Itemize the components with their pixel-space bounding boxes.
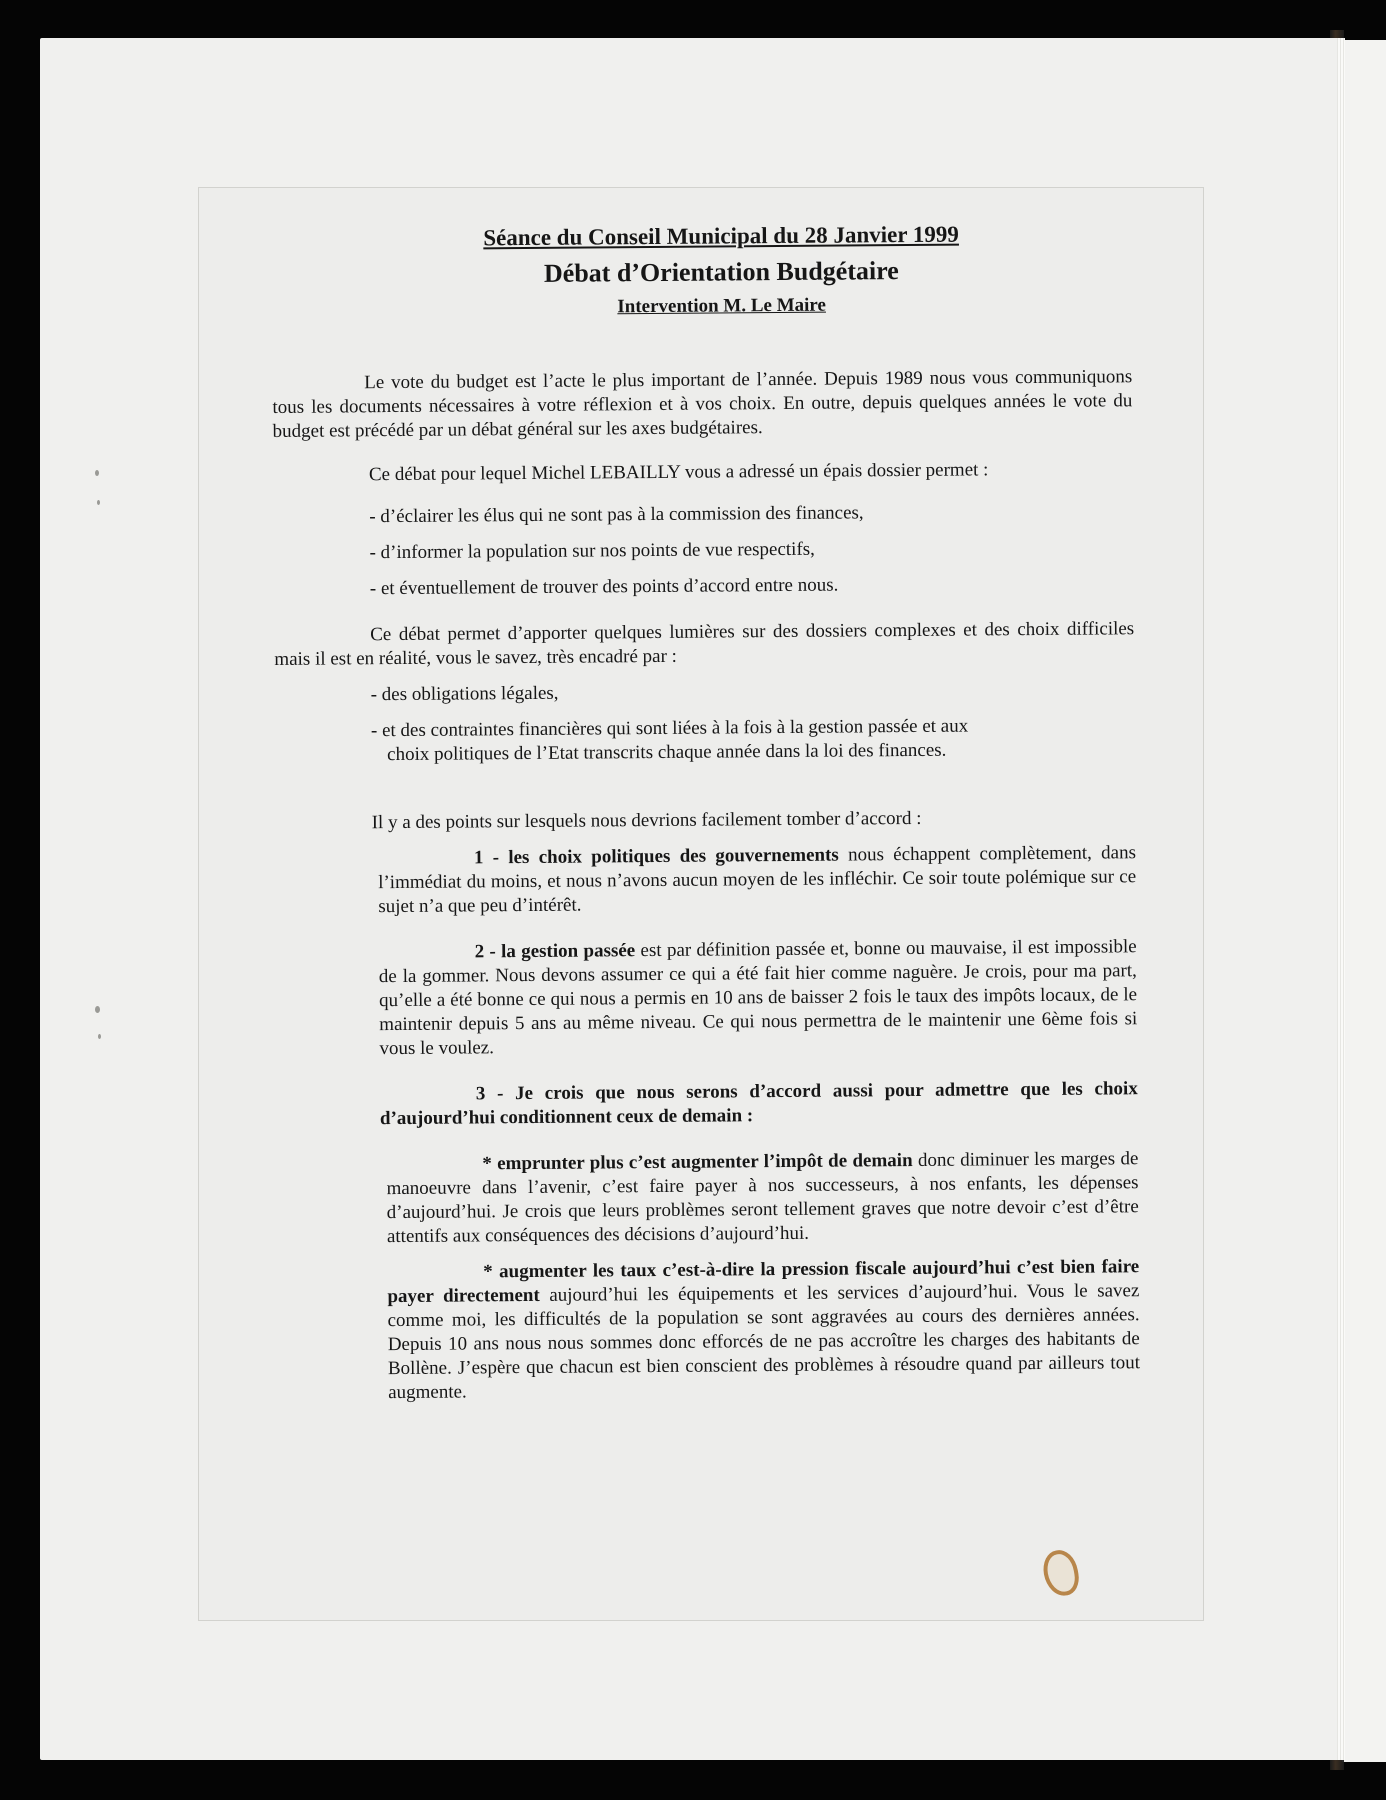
binding-hole-mark <box>98 1034 101 1039</box>
constraint-item: - des obligations légales, <box>370 682 559 706</box>
point-3: 3 - Je crois que nous serons d’accord aussi pour admettre que les choix d’aujourd’hui conditionnent ceux de demain : <box>379 1078 1138 1130</box>
sub-point-borrow <box>386 1147 1139 1249</box>
point-2-heading: 2 - la gestion passée <box>474 940 636 963</box>
sub-point-taxes <box>387 1255 1140 1405</box>
points-intro: Il y a des points sur lesquels nous devrions facilement tomber d’accord : <box>371 807 922 834</box>
speaker-heading: Intervention M. Le Maire <box>617 294 827 318</box>
binding-hole-mark <box>95 1006 100 1013</box>
document-body <box>271 221 1140 1406</box>
sub-point-taxes-text: aujourd’hui les équipements et les services d’aujourd’hui. Vous le savez comme moi, les difficultés de la population se sont aggravées au cours des dernières années. Depuis 10 ans nous nous sommes donc efforcés de ne pas accroître les charges des habitants de Bollène. J’espère que chacun est bien conscient des problèmes à résoudre quand par ailleurs tout augmente. <box>387 1280 1141 1404</box>
binding-hole-mark <box>95 470 99 476</box>
point-2-text: est par définition passée et, bonne ou mauvaise, il est impossible de la gommer. Nous devons assumer ce qui a été fait hier comme naguère. Je crois, pour ma part, qu’elle a été bonne ce qui nous a permis en 10 ans de baisser 2 fois le taux des impôts locaux, de le maintenir depuis 5 ans au même niveau. Ce qui nous permettra de le maintenir une 6ème fois si vous le voulez. <box>378 936 1138 1060</box>
sub-point-taxes-heading: * augmenter les taux c’est-à-dire la pression fiscale aujourd’hui c’est bien faire payer directement <box>387 1256 1140 1308</box>
point-2 <box>379 935 1138 1061</box>
intro-paragraph: Le vote du budget est l’acte le plus important de l’année. Depuis 1989 nous vous communiquons tous les documents nécessaires à votre réflexion et à vos choix. En outre, depuis quelques années le vote du budget est précédé par un débat général sur les axes budgétaires. <box>272 366 1133 442</box>
debat-paragraph: Ce débat permet d’apporter quelques lumières sur des dossiers complexes et des choix difficiles mais il est en réalité, vous le savez, très encadré par : <box>274 618 1135 670</box>
point-1-heading: 1 - les choix politiques des gouvernements <box>473 844 839 869</box>
sub-point-borrow-text: donc diminuer les marges de manoeuvre dans l’avenir, c’est faire payer à nos successeurs, à nos enfants, les dépenses d’aujourd’hui. Je crois que leurs problèmes seront tellement graves que notre devoir c’est d’être attentifs aux conséquences des décisions d’aujourd’hui. <box>386 1148 1139 1248</box>
document-title: Séance du Conseil Municipal du 28 Janvier 1999 <box>483 221 959 251</box>
point-1-text: nous échappent complètement, dans l’immédiat du moins, et nous n’avons aucun moyen de les infléchir. Ce soir toute polémique sur ce sujet n’a que peu d’intérêt. <box>378 842 1137 918</box>
document-subtitle: Débat d’Orientation Budgétaire <box>543 256 899 288</box>
lead-paragraph: Ce débat pour lequel Michel LEBAILLY vous a adressé un épais dossier permet : <box>368 459 989 486</box>
constraint-item <box>371 713 1135 767</box>
rust-stain <box>1040 1547 1081 1598</box>
facing-page-edge <box>1342 40 1386 1762</box>
aim-item: - d’éclairer les élus qui ne sont pas à la commission des finances, <box>369 502 864 528</box>
point-1 <box>378 841 1137 919</box>
sub-point-borrow-heading: * emprunter plus c’est augmenter l’impôt de demain <box>482 1149 913 1175</box>
constraint-line: - et des contraintes financières qui sont liées à la fois à la gestion passée et aux <box>370 715 969 742</box>
page-edges <box>1337 38 1345 1760</box>
binding-hole-mark <box>97 500 100 505</box>
constraint-line: choix politiques de l’Etat transcrits chaque année dans la loi des finances. <box>387 739 947 766</box>
aim-item: - d’informer la population sur nos points de vue respectifs, <box>369 538 815 564</box>
pasted-document-sheet <box>198 187 1204 1621</box>
aim-item: - et éventuellement de trouver des points d’accord entre nous. <box>369 574 839 600</box>
